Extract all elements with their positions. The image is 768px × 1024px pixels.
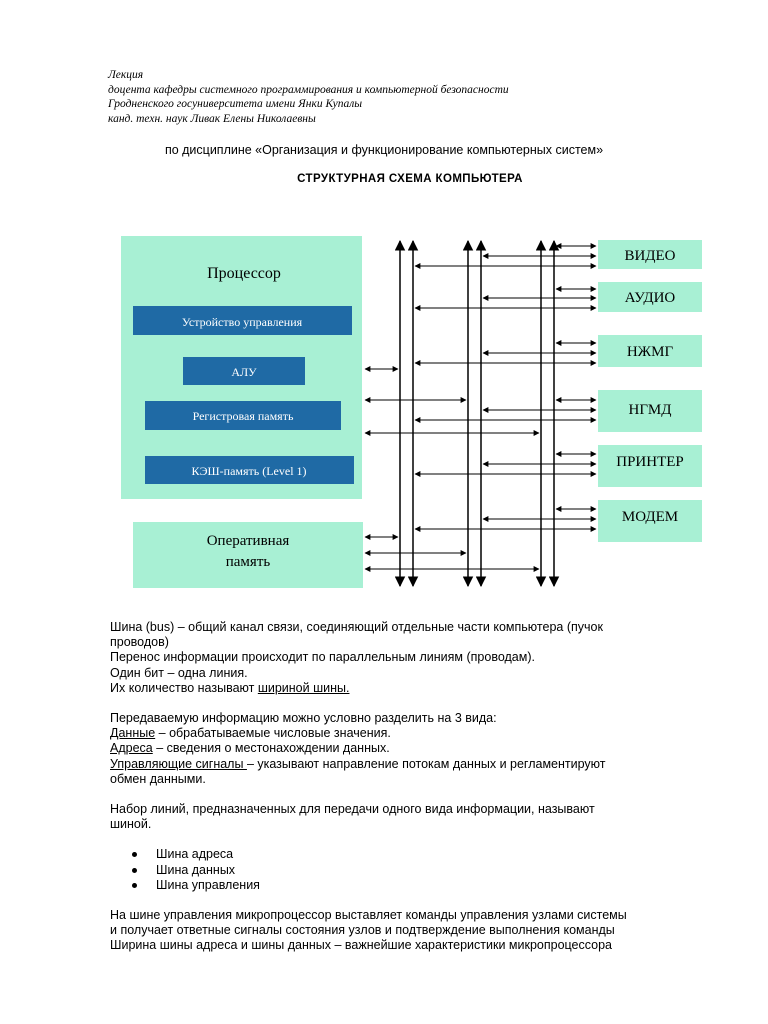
svg-text:НЖМГ: НЖМГ	[626, 344, 674, 360]
svg-text:КЭШ-память (Level 1): КЭШ-память (Level 1)	[191, 464, 307, 478]
device-hdd	[598, 335, 702, 367]
svg-text:ВИДЕО: ВИДЕО	[624, 248, 676, 264]
paragraph: шиной.	[110, 817, 152, 832]
device-fdd	[598, 390, 702, 432]
lecture-body	[110, 620, 730, 954]
paragraph: Один бит – одна линия.	[110, 665, 248, 680]
term-bus-width: шириной шины.	[257, 680, 350, 695]
device-audio	[598, 282, 702, 312]
svg-text:Оперативная: Оперативная	[206, 533, 290, 549]
paragraph: Перенос информации происходит по параллельным линиям (проводам).	[110, 650, 535, 665]
header-line: канд. техн. наук Ливак Елены Николаевны	[108, 112, 316, 125]
paragraph: Набор линий, предназначенных для передачи одного вида информации, называют	[110, 802, 595, 817]
paragraph: Передаваемую информацию можно условно разделить на 3 вида:	[110, 711, 497, 726]
device-modem	[598, 500, 702, 542]
paragraph: Их количество называют шириной шины.	[110, 680, 350, 695]
alu-unit	[183, 357, 305, 385]
paragraph: На шине управления микропроцессор выставляет команды управления узлами системы	[110, 908, 627, 923]
discipline-line: по дисциплине «Организация и функционирование компьютерных систем»	[164, 143, 604, 157]
paragraph: Ширина шины адреса и шины данных – важнейшие характеристики микропроцессора	[110, 938, 613, 953]
ram-block	[133, 522, 363, 588]
list-item: Шина управления	[132, 878, 730, 893]
processor-block	[121, 236, 362, 499]
register-memory-unit	[145, 401, 341, 430]
paragraph: Шина (bus) – общий канал связи, соединяющий отдельные части компьютера (пучок	[110, 620, 603, 634]
paragraph: проводов)	[110, 635, 169, 650]
page-title: СТРУКТУРНАЯ СХЕМА КОМПЬЮТЕРА	[297, 173, 523, 185]
paragraph: обмен данными.	[110, 771, 206, 786]
header-line: Лекция	[108, 69, 144, 81]
paragraph: и получает ответные сигналы состояния узлов и подтверждение выполнения команды	[110, 923, 615, 938]
svg-text:память: память	[225, 554, 271, 570]
device-video	[598, 240, 702, 269]
control-unit	[133, 306, 352, 335]
svg-text:АЛУ: АЛУ	[231, 365, 257, 379]
svg-text:Устройство управления: Устройство управления	[181, 315, 303, 329]
term-control-signals: Управляющие сигналы	[110, 756, 247, 771]
device-printer	[598, 445, 702, 487]
svg-text:АУДИО: АУДИО	[624, 290, 676, 306]
paragraph: Адреса – сведения о местонахождении данных.	[110, 741, 390, 756]
paragraph: Управляющие сигналы – указывают направление потокам данных и регламентируют	[110, 756, 606, 771]
header-line: Гродненского госуниверситета имени Янки Купалы	[108, 98, 362, 110]
processor-label: Процессор	[207, 265, 281, 282]
term-address: Адреса	[110, 741, 153, 756]
list-item: Шина данных	[132, 863, 730, 878]
header-line: доцента кафедры системного программирования и компьютерной безопасности	[108, 83, 509, 96]
svg-text:НГМД: НГМД	[628, 402, 672, 418]
bus-lines	[400, 241, 554, 586]
bus-types-list	[110, 847, 730, 893]
paragraph: Данные – обрабатываемые числовые значения.	[110, 726, 391, 741]
svg-text:МОДЕМ: МОДЕМ	[621, 509, 679, 525]
list-item: Шина адреса	[132, 847, 730, 862]
cache-unit	[145, 456, 354, 484]
term-data: Данные	[110, 726, 156, 741]
svg-text:Регистровая память: Регистровая память	[192, 409, 294, 423]
svg-text:ПРИНТЕР: ПРИНТЕР	[616, 454, 684, 470]
